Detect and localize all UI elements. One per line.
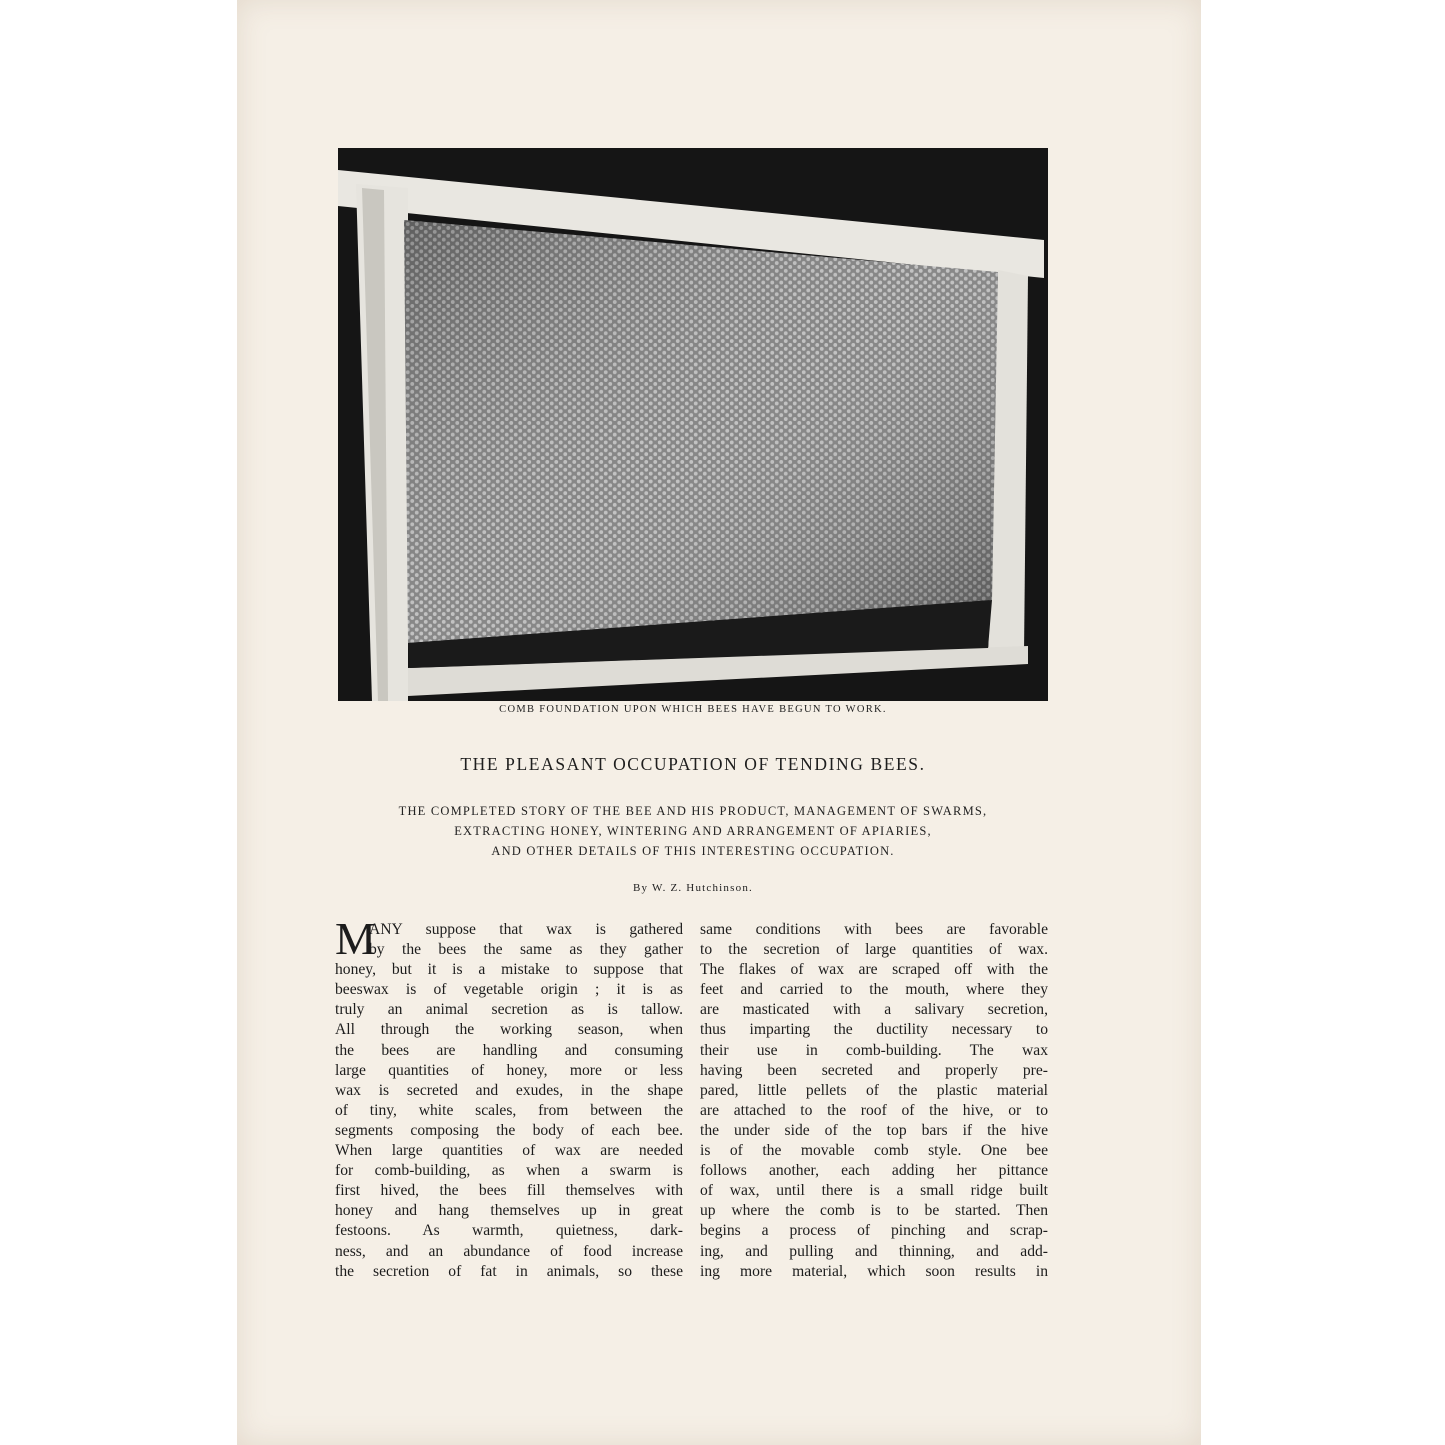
- text-line: begins a process of pinching and scrap-: [700, 1222, 1048, 1240]
- text-line: to the secretion of large quantities of wax.: [700, 941, 1048, 959]
- text-line: for comb-building, as when a swarm is: [335, 1162, 683, 1180]
- text-line: festoons. As warmth, quietness, dark-: [335, 1222, 683, 1240]
- text-line: of tiny, white scales, from between the: [335, 1101, 683, 1119]
- text-line: of wax, until there is a small ridge built: [700, 1182, 1048, 1200]
- text-line: ness, and an abundance of food increase: [335, 1242, 683, 1260]
- text-line: having been secreted and properly pre-: [700, 1061, 1048, 1079]
- text-column-right: [700, 920, 1048, 1282]
- text-line: honey, but it is a mistake to suppose that: [335, 961, 683, 979]
- text-line: the under side of the top bars if the hive: [700, 1121, 1048, 1139]
- text-line: same conditions with bees are favorable: [700, 921, 1048, 938]
- comb-foundation-photo: [338, 148, 1048, 701]
- subtitle-line: AND OTHER DETAILS OF THIS INTERESTING OCCUPATION.: [491, 844, 895, 858]
- text-line: honey and hang themselves up in great: [335, 1202, 683, 1220]
- text-line: truly an animal secretion as is tallow.: [335, 1001, 683, 1019]
- text-line: thus imparting the ductility necessary to: [700, 1021, 1048, 1039]
- drop-cap: M: [335, 913, 376, 964]
- text-line: ing, and pulling and thinning, and add-: [700, 1242, 1048, 1260]
- text-line: up where the comb is to be started. Then: [700, 1202, 1048, 1220]
- text-line: The flakes of wax are scraped off with the: [700, 961, 1048, 979]
- text-line: the secretion of fat in animals, so these: [335, 1262, 683, 1280]
- text-line: When large quantities of wax are needed: [335, 1142, 683, 1160]
- text-line: follows another, each adding her pittance: [700, 1162, 1048, 1180]
- subtitle-line: THE COMPLETED STORY OF THE BEE AND HIS PRODUCT, MANAGEMENT OF SWARMS,: [398, 804, 988, 818]
- text-line: first hived, the bees fill themselves with: [335, 1182, 683, 1200]
- text-line: ANY suppose that wax is gathered: [369, 921, 683, 938]
- article-title: THE PLEASANT OCCUPATION OF TENDING BEES.: [460, 754, 926, 774]
- text-column-left: [335, 920, 683, 1282]
- text-line: feet and carried to the mouth, where they: [700, 981, 1048, 999]
- text-line: are masticated with a salivary secretion,: [700, 1001, 1048, 1019]
- text-line: ing more material, which soon results in: [700, 1262, 1048, 1280]
- text-line: the bees are handling and consuming: [335, 1041, 683, 1059]
- text-line: by the bees the same as they gather: [369, 941, 683, 959]
- author-byline: By W. Z. Hutchinson.: [633, 882, 753, 894]
- text-line: is of the movable comb style. One bee: [700, 1142, 1048, 1160]
- article-subtitle: [320, 801, 1066, 861]
- text-line: wax is secreted and exudes, in the shape: [335, 1081, 683, 1099]
- text-line: All through the working season, when: [335, 1021, 683, 1039]
- text-line: segments composing the body of each bee.: [335, 1121, 683, 1139]
- subtitle-line: EXTRACTING HONEY, WINTERING AND ARRANGEMENT OF APIARIES,: [454, 824, 932, 838]
- photo-caption: COMB FOUNDATION UPON WHICH BEES HAVE BEGUN TO WORK.: [499, 704, 887, 715]
- text-line: pared, little pellets of the plastic material: [700, 1081, 1048, 1099]
- comb-frame-illustration: [338, 148, 1048, 701]
- text-line: large quantities of honey, more or less: [335, 1061, 683, 1079]
- text-line: their use in comb-building. The wax: [700, 1041, 1048, 1059]
- text-line: beeswax is of vegetable origin ; it is as: [335, 981, 683, 999]
- text-line: are attached to the roof of the hive, or to: [700, 1101, 1048, 1119]
